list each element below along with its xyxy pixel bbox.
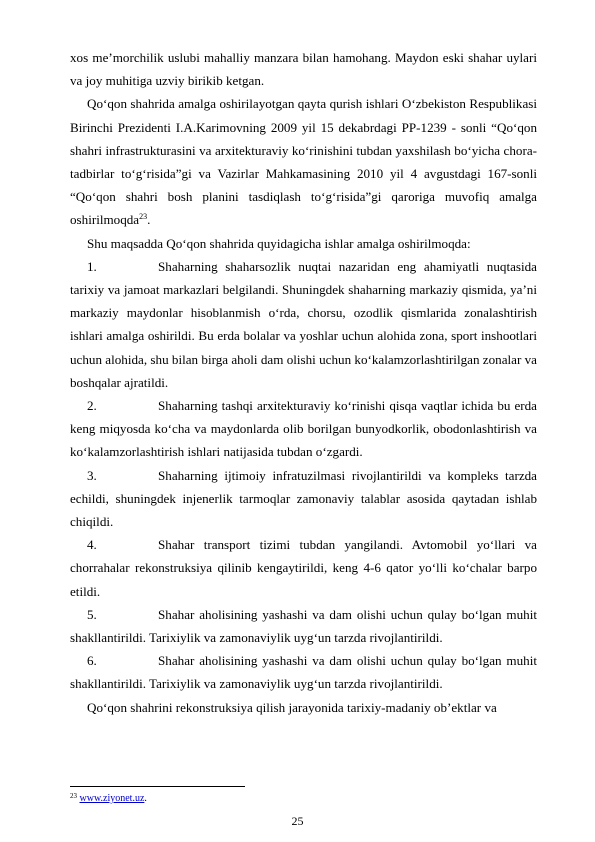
list-item-text: Shaharning ijtimoiy infratuzilmasi rivojlantirildi va kompleks tarzda echildi, shuningdek injenerlik tarmoqlar zamonaviy talablar asosida qaytadan ishlab chiqildi. — [70, 467, 537, 530]
list-item-text: Shaharning shaharsozlik nuqtai nazaridan eng ahamiyatli nuqtasida tarixiy va jamoat markazlari belgilandi. Shuningdek shaharning markaziy qismida, ya’ni markaziy maydonlar hisoblanmish o‘rda, chorsu, ozodlik qismlarida zonalashtirish ishlari amalga oshirildi. Bu erda bolalar va yoshlar uchun alohida zona, sport inshootlari uchun alohida, shu bilan birga aholi dam olishi uchun ko‘kalamzorlashtirilgan zonalar va boshqalar ajratildi. — [70, 258, 537, 390]
list-item-text: Shahar transport tizimi tubdan yangilandi. Avtomobil yo‘llari va chorrahalar rekonstruksiya qilinib kengaytirildi, keng 4-6 qator yo‘lli ko‘chalar barpo etildi. — [70, 537, 537, 599]
list-item — [70, 603, 537, 649]
list-item — [70, 464, 537, 534]
list-item-number: 4. — [87, 537, 97, 553]
list-item — [70, 394, 537, 464]
page-number: 25 — [291, 814, 304, 828]
footnote-end: . — [144, 793, 147, 804]
footnote — [70, 793, 147, 805]
footnote-divider — [70, 786, 245, 787]
paragraph-closing: Qo‘qon shahrini rekonstruksiya qilish jarayonida tarixiy-madaniy ob’ektlar va — [87, 699, 497, 715]
paragraph-decree-end: . — [147, 212, 151, 228]
list-item-text: Shaharning tashqi arxitekturaviy ko‘rinishi qisqa vaqtlar ichida bu erda keng miqyosda ko‘cha va maydonlarda olib borilgan bunyodkorlik, obodonlashtirish va ko‘kalamzorlashtirish ishlari natijasida tubdan o‘zgardi. — [70, 398, 537, 460]
list-item — [70, 649, 537, 695]
paragraph-decree-text: Qo‘qon shahrida amalga oshirilayotgan qayta qurish ishlari O‘zbekiston Respublikasi Birinchi Prezidenti I.A.Karimovning 2009 yil 15 dekabrdagi PP-1239 - sonli “Qo‘qon shahri infrastrukturasini va arxitekturaviy ko‘rinishini tubdan yaxshilash bo‘yicha chora-tadbirlar to‘g‘risida”gi va Vazirlar Mahkamasining 2010 yil 4 avgustdagi 167-sonli “Qo‘qon shahri bosh planini tasdiqlash to‘g‘risida”gi qaroriga muvofiq amalga oshirilmoqda — [70, 96, 537, 228]
page-body — [70, 46, 537, 719]
list-item-number: 2. — [87, 398, 97, 414]
list-item-text: Shahar aholisining yashashi va dam olishi uchun qulay bo‘lgan muhit shakllantirildi. Tarixiylik va zamonaviylik uyg‘un tarzda rivojlantirildi. — [70, 606, 537, 646]
list-item-number: 5. — [87, 606, 97, 622]
numbered-list — [70, 255, 537, 696]
list-item-number: 1. — [87, 258, 97, 274]
list-item — [70, 255, 537, 394]
paragraph-list-intro: Shu maqsadda Qo‘qon shahrida quyidagicha ishlar amalga oshirilmoqda: — [87, 235, 471, 251]
footnote-link[interactable]: www.ziyonet.uz — [79, 793, 145, 804]
paragraph-decree — [70, 92, 537, 231]
list-item — [70, 533, 537, 603]
footnote-ref[interactable]: 23 — [139, 212, 148, 222]
list-item-number: 3. — [87, 467, 97, 483]
list-item-number: 6. — [87, 653, 97, 669]
footnote-mark: 23 — [70, 792, 77, 800]
list-item-text: Shahar aholisining yashashi va dam olishi uchun qulay bo‘lgan muhit shakllantirildi. Tarixiylik va zamonaviylik uyg‘un tarzda rivojlantirildi. — [70, 653, 537, 692]
paragraph-intro: xos me’morchilik uslubi mahalliy manzara bilan hamohang. Maydon eski shahar uylari va joy muhitiga uzviy birikib ketgan. — [70, 50, 537, 89]
